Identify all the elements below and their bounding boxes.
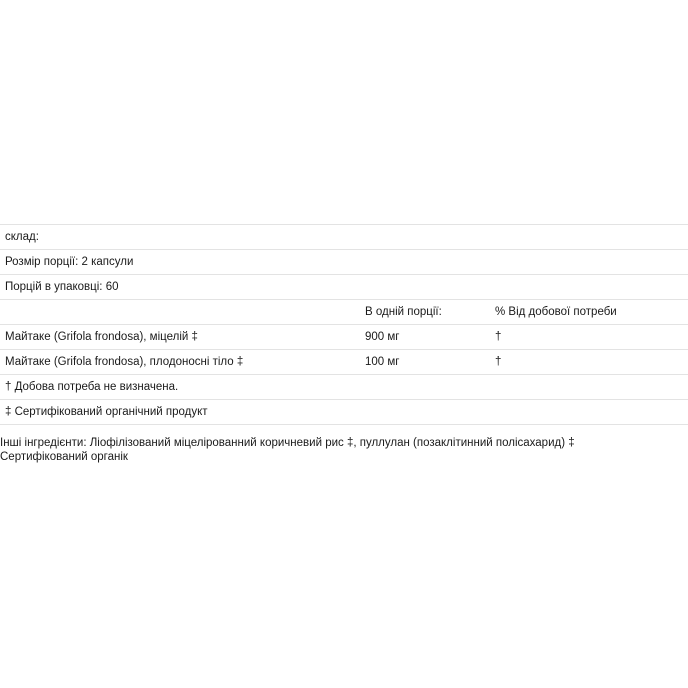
- footnote-row: [0, 400, 688, 425]
- composition-row: [0, 225, 688, 250]
- ingredient-name: Майтаке (Grifola frondosa), міцелій ‡: [0, 325, 360, 350]
- footnote-organic: ‡ Сертифікований органічний продукт: [0, 400, 688, 425]
- footnote-row: [0, 375, 688, 400]
- ingredient-amount: 900 мг: [360, 325, 490, 350]
- column-header-row: [0, 300, 688, 325]
- ingredient-daily-value: †: [490, 325, 688, 350]
- footnote-daily-value: † Добова потреба не визначена.: [0, 375, 688, 400]
- servings-per-container: Порцій в упаковці: 60: [0, 275, 688, 300]
- serving-size: Розмір порції: 2 капсули: [0, 250, 688, 275]
- other-ingredients: Інші інгредієнти: Ліофілізований міцелірованний коричневий рис ‡, пуллулан (позаклітинний полісахарид) ‡ Сертифікований органік: [0, 437, 575, 463]
- supplement-facts-table: [0, 224, 688, 425]
- column-header-per-serving: В одній порції:: [360, 300, 490, 325]
- ingredient-row: [0, 350, 688, 375]
- servings-per-container-row: [0, 275, 688, 300]
- ingredient-name: Майтаке (Grifola frondosa), плодоносні тіло ‡: [0, 350, 360, 375]
- column-header-daily-value: % Від добової потреби: [490, 300, 688, 325]
- composition-label: склад:: [0, 225, 688, 250]
- ingredient-row: [0, 325, 688, 350]
- column-header-name: [0, 300, 360, 325]
- ingredient-daily-value: †: [490, 350, 688, 375]
- serving-size-row: [0, 250, 688, 275]
- ingredient-amount: 100 мг: [360, 350, 490, 375]
